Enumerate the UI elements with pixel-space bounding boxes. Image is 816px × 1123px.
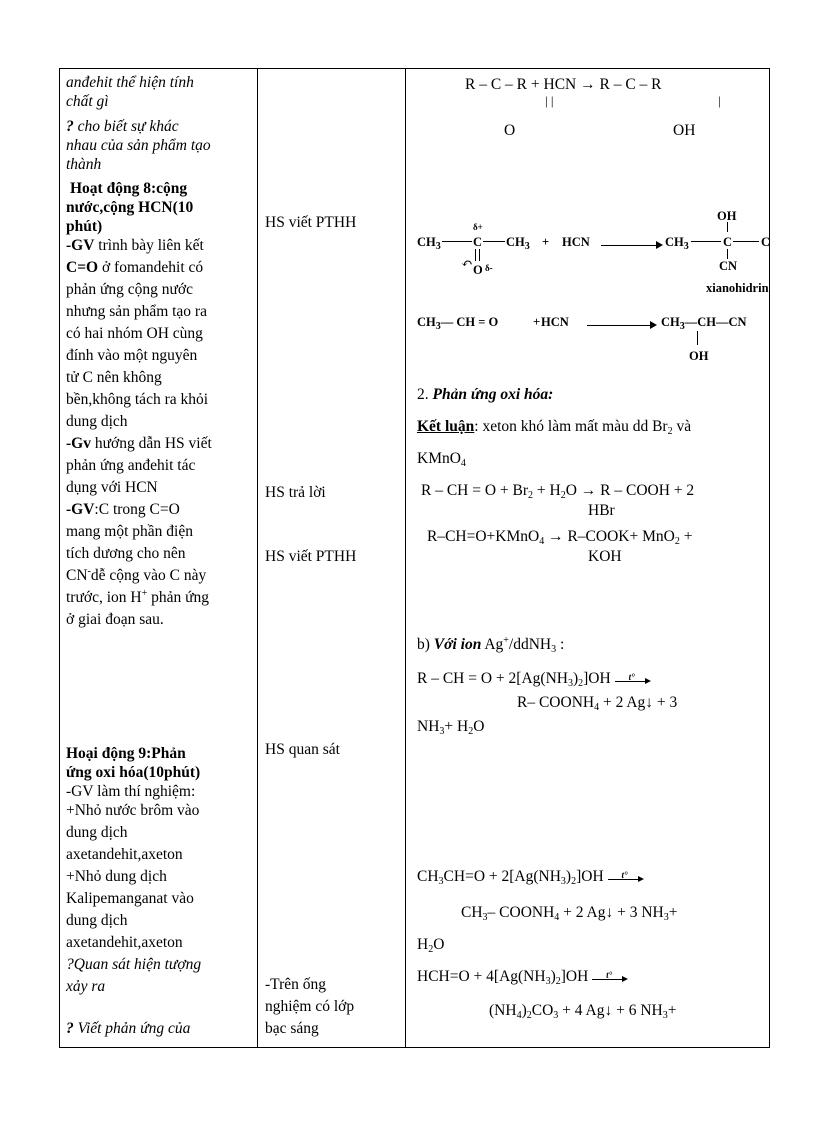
student-note: HS viết PTHH [265,548,357,565]
activity-9-heading: Hoại động 9:Phản [66,745,186,762]
text-line: axetandehit,axeton [66,934,183,951]
equation-kmno4: KOH [588,548,622,565]
text-line: axetandehit,axeton [66,846,183,863]
activity-8-heading: Hoạt động 8:cộng [70,180,188,197]
equation-acetaldehyde-silver: $CH_3-$ $COONH_4 + 2$ Ag↓ + 3 $NH_3+$ [461,904,678,923]
student-note: HS viết PTHH [265,214,357,231]
text-line: bền,không tách ra khỏi [66,391,209,408]
text-line: có hai nhóm OH cùng [66,325,203,342]
text-line: phản ứng anđehit tác [66,457,196,474]
silver-ion-heading: b) Với ion Ag+/ddNH$_3$ : [417,635,565,655]
content-column: R – C – R + HCN → R – C – R | | | O OH $CH_3$ δ+ C $CH_3$ + HCN $CH_3$ C C OH CN xianohidrin ↶ O δ- $CH_3—$ CH = O + HCN $CH_3—CH—CN$ OH 2. Phản ứng oxi hóa: Kết luận: xeton khó làm mất màu dd $Br_2$ và KMnO$_4$ R – CH = $O + Br_2 + H_2O \to R$ – COOH + 2 HBr R–CH=O+KMnO$_4$ → R–COOK+ MnO$_2$ + KOH b) Với ion Ag+/ddNH$_3$ : R – CH = $O + 2[Ag(NH_3)_2]OH$ t° R– $COONH_4 + 2$ Ag↓ + 3 $NH_3+ H_2O$ $CH_3CH=O + 2[Ag(NH_3)_2]OH$ t° $CH_3-$ $COONH_4 + 2$ Ag↓ + 3 $NH_3+$ $H_2O$ $HCH=O + 4[Ag(NH_3)_2]OH$ t° $(NH_4)_2CO_3 + 4$ Ag↓ + 6 $NH_3+$ [417,76,771,1021]
student-note: nghiệm có lớp [265,998,355,1015]
text-line: tử C nên không [66,369,162,386]
equation-formaldehyde-silver: $HCH=O + 4[Ag(NH_3)_2]OH$ t° [417,967,628,986]
conclusion-line: Kết luận: xeton khó làm mất màu dd $Br_2$ và [417,418,692,437]
single-bond-mark: | [718,93,721,108]
text-line: nhau của sản phẩm tạo [66,137,211,154]
equation-acetaldehyde-silver: $H_2O$ [417,936,445,955]
text-line: tích dương cho nên [66,545,186,562]
conclusion-line: KMnO$_4$ [417,450,466,469]
column-divider [257,69,258,1047]
equation-br2: HBr [588,502,615,519]
text-line: anđehit thể hiện tính [66,74,194,91]
lesson-table: anđehit thể hiện tính chất gì ? cho biết sự khác nhau của sản phẩm tạo thành Hoạt động 8:cộng nước,cộng HCN(10 phút) -GV trình bày liên kết C=O ở fomandehit có phản ứng cộng nước nhưng sản phẩm tạo ra có hai nhóm OH cùng đính vào một nguyên tử C nên không bền,không tách ra khỏi dung dịch -Gv hướng dẫn HS viết phản ứng anđehit tác dụng với HCN -GV:C trong C=O mang một phần điện tích dương cho nên CN-dễ cộng vào C này trước, ion H+ phản ứng ở giai đoạn sau. Hoại động 9:Phản ứng oxi hóa(10phút) -GV làm thí nghiệm: +Nhỏ nước brôm vào dung dịch axetandehit,axeton +Nhỏ dung dịch Kalipemanganat vào dung dịch axetandehit,axeton ?Quan sát hiện tượng xảy ra ? Viết phản ứng của HS viết PTHH HS trả lời HS viết PTHH HS quan sát -Trên ống nghiệm có lớp bạc sáng R – C – R + HCN → R – C – R | | | O OH $CH_3$ δ+ C $CH_3$ + HCN $CH_3$ C C OH CN xianohidrin ↶ O δ- $CH_3—$ CH = O + HCN $CH_3—CH—CN$ OH 2. Phản ứng oxi hóa: Kết luận: xeton khó làm mất màu dd $Br_2$ và KMnO$_4$ R – CH = $O + Br_2 + H_2O \to R$ – COOH + 2 HBr R–CH=O+KMnO$_4$ → R–COOK+ MnO$_2$ + KOH b) Với ion Ag+/ddNH$_3$ : R – CH = $O + 2[Ag(NH_3)_2]OH$ t° R– $COONH_4 + 2$ Ag↓ + 3 $NH_3+ H_2O$ $CH_3CH=O + 2[Ag(NH_3)_2]OH$ t° $CH_3-$ $COONH_4 + 2$ Ag↓ + 3 $NH_3+$ $H_2O$ $HCH=O + 4[Ag(NH_3)_2]OH$ t° $(NH_4)_2CO_3 + 4$ Ag↓ + 6 $NH_3+$ [59,68,770,1048]
text-line: đính vào một nguyên [66,347,198,364]
equation-br2: R – CH = $O + Br_2 + H_2O \to R$ – COOH + 2 [421,482,695,501]
text-line: -GV làm thí nghiệm: [66,783,196,800]
equation-kmno4: R–CH=O+KMnO$_4$ → R–COOK+ MnO$_2$ + [427,528,693,547]
text-line: +Nhỏ nước brôm vào [66,802,200,819]
text-line: dung dịch [66,912,128,929]
text-line: dụng với HCN [66,479,158,496]
equation-ketone-hcn: R – C – R + HCN → R – C – R [465,76,662,93]
text-line: dung dịch [66,413,128,430]
text-line: xảy ra [66,978,106,995]
equation-label: OH [673,122,696,139]
equation-label: O [504,122,516,139]
student-note: HS quan sát [265,741,340,758]
activity-8-heading: phút) [66,218,103,235]
student-note: HS trả lời [265,484,326,501]
text-line: Viết phản ứng của [73,1020,191,1037]
equation-formaldehyde-silver: $(NH_4)_2CO_3 + 4$ Ag↓ + 6 $NH_3+$ [489,1002,677,1021]
student-note: bạc sáng [265,1020,319,1037]
text-line: ?Quan sát hiện tượng [66,956,202,973]
equation-silver-general: R– $COONH_4 + 2$ Ag↓ + 3 [517,694,678,713]
text-line: +Nhỏ dung dịch [66,868,167,885]
text-line: dung dịch [66,824,128,841]
text-line: thành [66,156,102,173]
text-line: cho biết sự khác [73,118,179,135]
section-2-heading: 2. Phản ứng oxi hóa: [417,386,554,403]
text-line: Kalipemanganat vào [66,890,194,907]
electron-shift-icon: ↶ [461,257,473,272]
equation-silver-general: $NH_3+ H_2O$ [417,718,485,737]
equation-acetaldehyde-silver: $CH_3CH=O + 2[Ag(NH_3)_2]OH$ t° [417,867,644,886]
activity-8-heading: nước,cộng HCN(10 [66,199,194,216]
student-note: -Trên ống [265,976,327,993]
text-line: nhưng sản phẩm tạo ra [66,303,207,320]
text-line: ở giai đoạn sau. [66,611,164,628]
column-divider [405,69,406,1047]
double-bond-mark: | | [545,93,554,108]
equation-silver-general: R – CH = $O + 2[Ag(NH_3)_2]OH$ t° [417,669,651,688]
text-line: phản ứng cộng nước [66,281,194,298]
text-line: chất gì [66,93,109,110]
activity-9-heading: ứng oxi hóa(10phút) [66,764,201,781]
text-line: mang một phần điện [66,523,193,540]
